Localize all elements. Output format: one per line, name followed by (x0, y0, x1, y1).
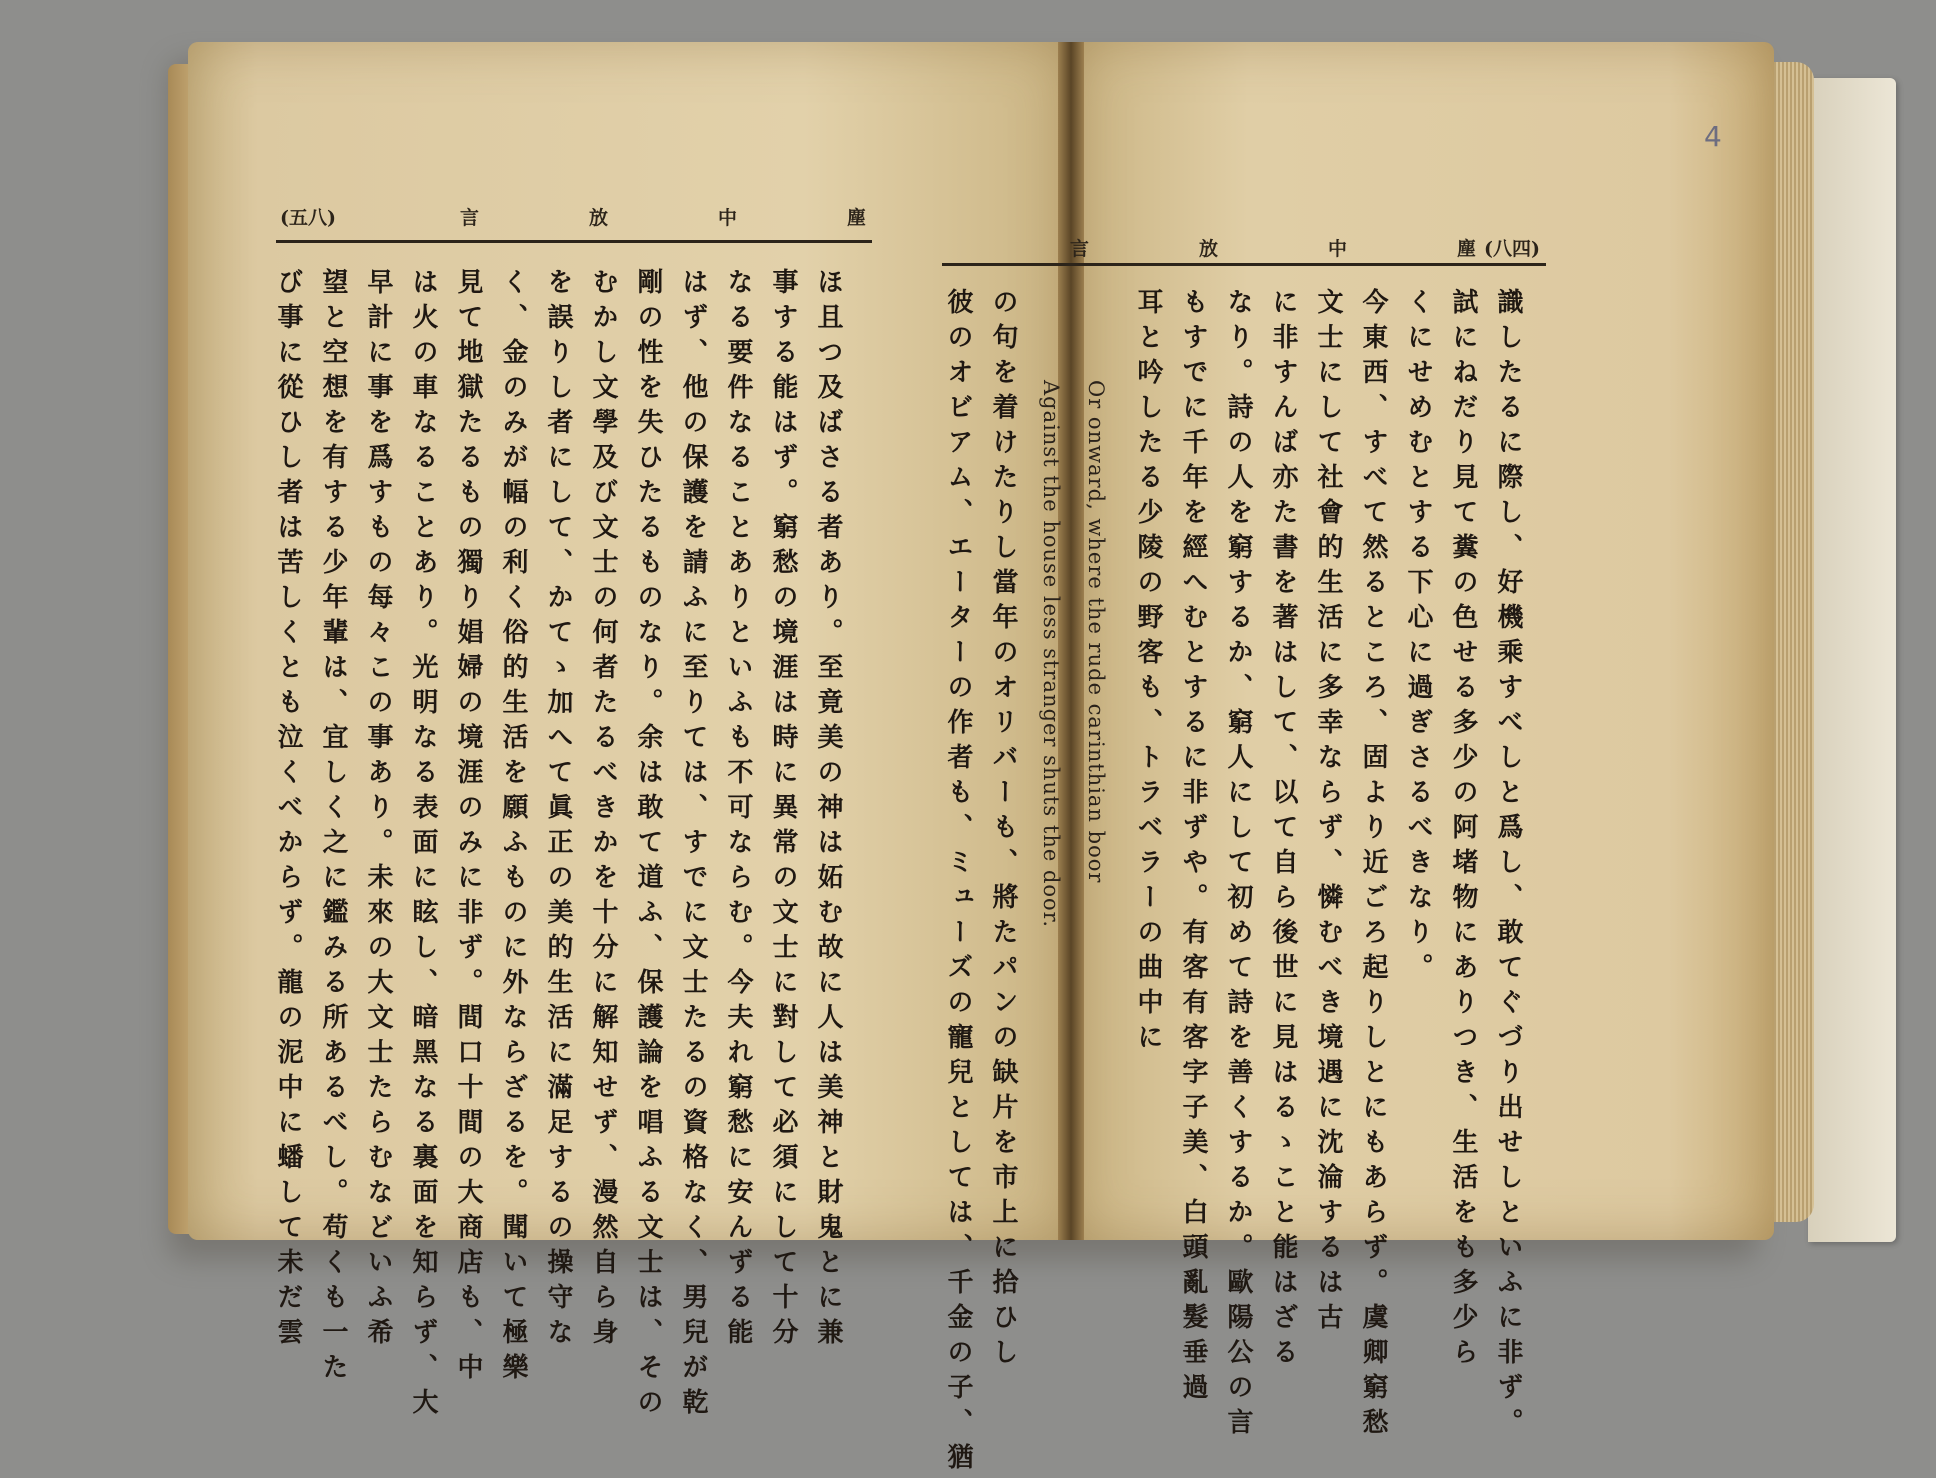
text-column: の句を着けたりし當年のオリバーも、將たパンの缺片を市上に拾ひし (988, 288, 1018, 1373)
left-header-rule (276, 240, 872, 243)
left-title-char: 中 (717, 206, 737, 229)
right-page-number: (八四) (1484, 237, 1540, 260)
left-running-header (280, 196, 866, 236)
right-title-char: 塵 (1457, 237, 1477, 260)
right-title-char: 放 (1199, 237, 1219, 260)
text-column: はず、他の保護を請ふに至りては、すでに文士たるの資格なく、男兒が乾 (678, 268, 708, 1423)
left-title-char: 言 (459, 206, 479, 229)
text-column: は火の車なることあり。光明なる表面に眩し、暗黑なる裏面を知らず、大 (408, 268, 438, 1423)
english-quote-line: Or onward, where the rude carinthian boor (1084, 380, 1108, 884)
text-column: に非すんば亦た書を著はして、以て自ら後世に見はるゝこと能はざる (1268, 288, 1298, 1373)
right-running-header (1070, 227, 1540, 267)
right-running-title (1070, 234, 1476, 261)
text-column: 事する能はず。窮愁の境涯は時に異常の文士に對して必須にして十分 (768, 268, 798, 1353)
pencil-mark: 4 (1704, 120, 1722, 153)
text-column: 彼のオビアム、エーターの作者も、ミューズの寵兒としては、千金の子、猶 (943, 288, 973, 1478)
text-column: 見て地獄たるもの獨り娼婦の境涯のみに非ず。間口十間の大商店も、中 (453, 268, 483, 1388)
text-column: 試にねだり見て糞の色せる多少の阿堵物にありつき、生活をも多少ら (1448, 288, 1478, 1373)
text-column: くにせめむとする下心に過ぎさるべきなり。 (1403, 288, 1433, 988)
text-column: 文士にして社會的生活に多幸ならず、憐むべき境遇に沈淪するは古 (1313, 288, 1343, 1338)
text-column: なる要件なることありといふも不可ならむ。今夫れ窮愁に安んずる能 (723, 268, 753, 1353)
text-column: 今東西、すべて然るところ、固より近ごろ起りしとにもあらず。虞卿窮愁 (1358, 288, 1388, 1443)
left-title-char: 塵 (846, 206, 866, 229)
text-column: もすでに千年を經へむとするに非ずや。有客有客字子美、白頭亂髮垂過 (1178, 288, 1208, 1408)
left-running-title (460, 203, 866, 230)
right-header-rule (942, 263, 1546, 266)
text-column: 識したるに際し、好機乘すべしと爲し、敢てぐづり出せしといふに非ず。 (1493, 288, 1523, 1443)
left-page-number: (五八) (280, 206, 336, 229)
left-title-char: 放 (588, 206, 608, 229)
back-cover-card (1808, 78, 1896, 1242)
right-title-char: 言 (1070, 237, 1090, 260)
text-column: び事に從ひし者は苦しくとも泣くべからず。龍の泥中に蟠して未だ雲 (273, 268, 303, 1353)
text-column: 剛の性を失ひたるものなり。余は敢て道ふ、保護論を唱ふる文士は、その (633, 268, 663, 1423)
text-column: く、金のみが幅の利く俗的生活を願ふものに外ならざるを。聞いて極樂 (498, 268, 528, 1388)
text-column: なり。詩の人を窮するか、窮人にして初めて詩を善くするか。歐陽公の言 (1223, 288, 1253, 1443)
text-column: 早計に事を爲すもの每々この事あり。未來の大文士たらむなどいふ希 (363, 268, 393, 1353)
text-column: 耳と吟したる少陵の野客も、トラベラーの曲中に (1133, 288, 1163, 1058)
english-quote-line: Against the house less stranger shuts the door. (1039, 380, 1063, 929)
text-column: ほ且つ及ばさる者あり。至竟美の神は妬む故に人は美神と財鬼とに兼 (813, 268, 843, 1353)
right-title-char: 中 (1328, 237, 1348, 260)
text-column: むかし文學及び文士の何者たるべきかを十分に解知せず、漫然自ら身 (588, 268, 618, 1353)
text-column: 望と空想を有する少年輩は、宜しく之に鑑みる所あるべし。苟くも一た (318, 268, 348, 1388)
text-column: を誤りし者にして、かてゝ加へて眞正の美的生活に滿足するの操守な (543, 268, 573, 1353)
